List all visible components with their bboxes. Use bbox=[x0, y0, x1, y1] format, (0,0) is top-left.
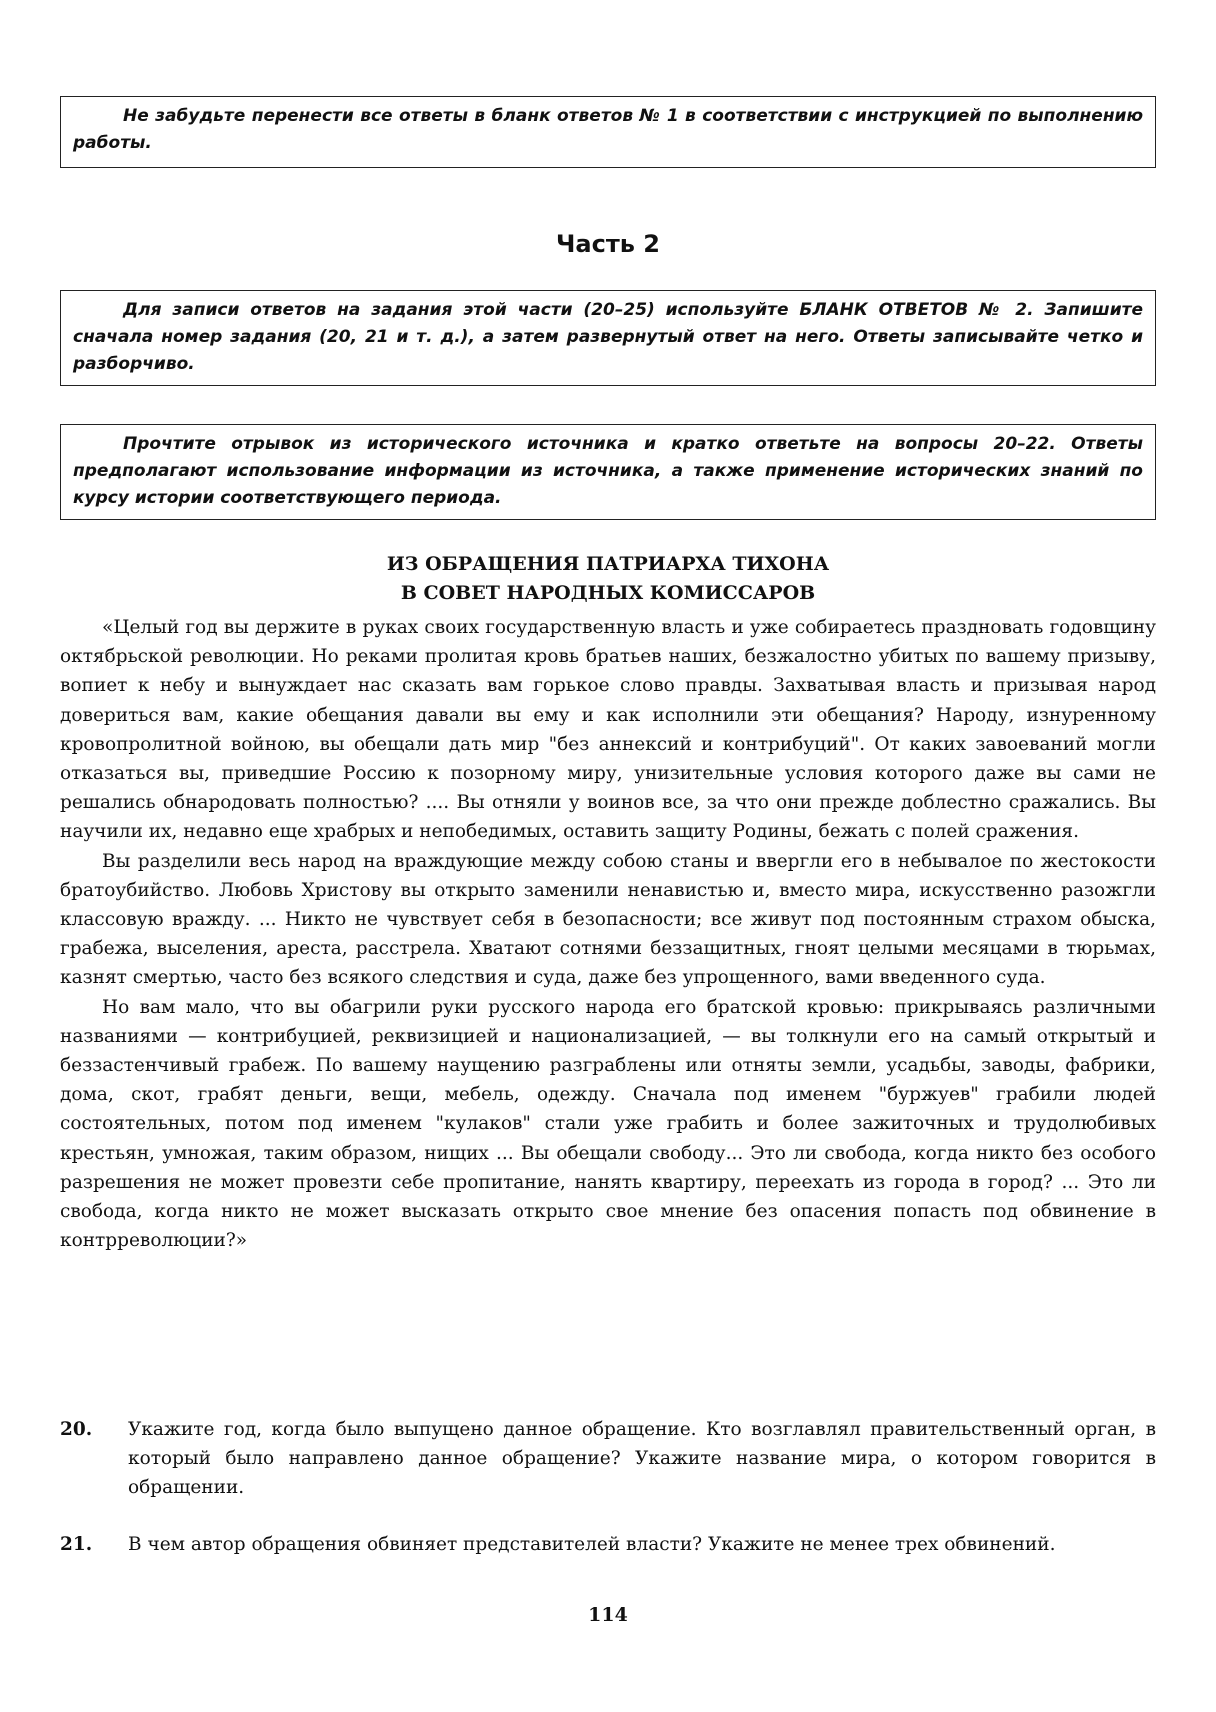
source-title-line-2: В СОВЕТ НАРОДНЫХ КОМИССАРОВ bbox=[400, 582, 816, 604]
reading-instruction-text: Прочтите отрывок из исторического источника и кратко ответьте на вопросы 20–22. Ответы предполагают использование информации из источника, а также применение исторических знаний по курсу истории соответствующего периода. bbox=[73, 434, 1143, 508]
source-title bbox=[0, 550, 1216, 608]
question-20 bbox=[60, 1415, 1156, 1503]
page-number: 114 bbox=[588, 1604, 628, 1626]
instruction-box bbox=[60, 290, 1156, 386]
part-title: Часть 2 bbox=[556, 230, 660, 258]
notice-text: Не забудьте перенести все ответы в бланк ответов № 1 в соответствии с инструкцией по выполнению работы. bbox=[73, 106, 1143, 153]
question-text: В чем автор обращения обвиняет представителей власти? Укажите не менее трех обвинений. bbox=[128, 1534, 1056, 1555]
source-paragraph: Но вам мало, что вы обагрили руки русского народа его братской кровью: прикрываясь различными названиями — контрибуцией, реквизицией и национализацией, — вы толкнули его на самый открытый и беззастенчивый грабеж. По вашему наущению разграблены или отняты земли, усадьбы, заводы, фабрики, дома, скот, грабят деньги, вещи, мебель, одежду. Сначала под именем "буржуев" грабили людей состоятельных, потом под именем "кулаков" стали уже грабить и более зажиточных и трудолюбивых крестьян, умножая, таким образом, нищих ... Вы обещали свободу... Это ли свобода, когда никто без особого разрешения не может провезти себе пропитание, нанять квартиру, переехать из города в город? ... Это ли свобода, когда никто не может высказать открыто свое мнение без опасения попасть под обвинение в контрреволюции?» bbox=[60, 996, 1156, 1252]
question-21 bbox=[60, 1530, 1156, 1559]
question-text: Укажите год, когда было выпущено данное обращение. Кто возглавлял правительственный орган, в который было направлено данное обращение? Укажите название мира, о котором говорится в обращении. bbox=[128, 1419, 1156, 1499]
source-paragraph: Вы разделили весь народ на враждующие между собою станы и ввергли его в небывалое по жестокости братоубийство. Любовь Христову вы открыто заменили ненавистью и, вместо мира, искусственно разожгли классовую вражду. ... Никто не чувствует себя в безопасности; все живут под постоянным страхом обыска, грабежа, выселения, ареста, расстрела. Хватают сотнями беззащитных, гноят целыми месяцами в тюрьмах, казнят смертью, часто без всякого следствия и суда, даже без упрощенного, вами введенного суда. bbox=[60, 850, 1156, 989]
notice-box bbox=[60, 96, 1156, 168]
source-title-line-1: ИЗ ОБРАЩЕНИЯ ПАТРИАРХА ТИХОНА bbox=[386, 553, 830, 575]
source-paragraph: «Целый год вы держите в руках своих государственную власть и уже собираетесь праздновать годовщину октябрьской революции. Но реками пролитая кровь братьев наших, безжалостно убитых по вашему призыву, вопиет к небу и вынуждает нас сказать вам горькое слово правды. Захватывая власть и призывая народ довериться вам, какие обещания давали вы ему и как исполнили эти обещания? Народу, изнуренному кровопролитной войною, вы обещали дать мир "без аннексий и контрибуций". От каких завоеваний могли отказаться вы, приведшие Россию к позорному миру, унизительные условия которого даже вы сами не решались обнародовать полностью? .... Вы отняли у воинов все, за что они прежде доблестно сражались. Вы научили их, недавно еще храбрых и непобедимых, оставить защиту Родины, бежать с полей сражения. bbox=[60, 617, 1156, 843]
question-number: 21. bbox=[60, 1534, 93, 1555]
reading-instruction-box bbox=[60, 424, 1156, 520]
source-excerpt bbox=[60, 613, 1156, 1255]
question-number: 20. bbox=[60, 1419, 93, 1440]
instruction-text: Для записи ответов на задания этой части (20–25) используйте БЛАНК ОТВЕТОВ № 2. Запишите сначала номер задания (20, 21 и т. д.), а затем развернутый ответ на него. Ответы записывайте четко и разборчиво. bbox=[73, 300, 1143, 374]
